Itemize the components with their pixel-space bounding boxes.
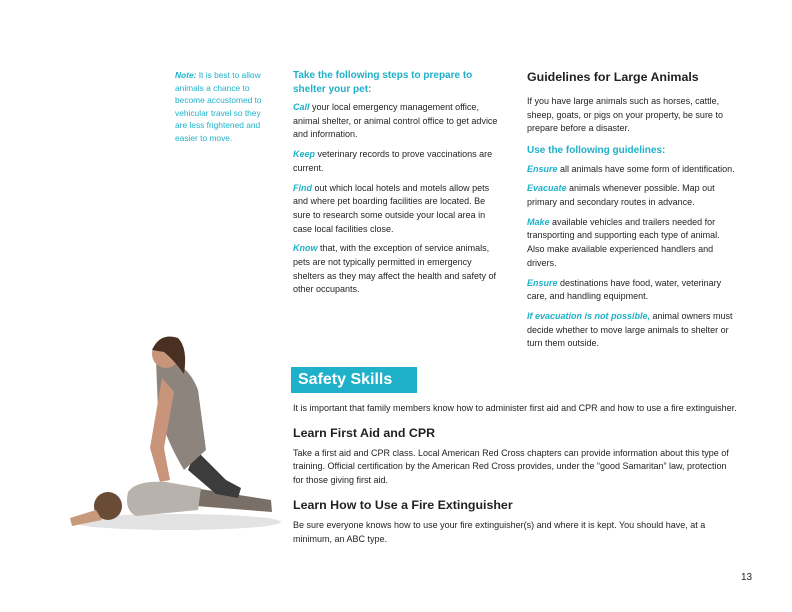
sidebar-note bbox=[175, 69, 270, 145]
safety-skills-banner: Safety Skills bbox=[291, 367, 417, 393]
guideline-keyword: Ensure bbox=[527, 277, 558, 288]
pets-step-text: veterinary records to prove vaccinations are current. bbox=[293, 149, 493, 173]
guideline-keyword: If evacuation is not possible, bbox=[527, 310, 651, 321]
pets-step-keyword: Call bbox=[293, 102, 310, 112]
guideline-item bbox=[527, 163, 739, 177]
first-aid-text: Take a first aid and CPR class. Local American Red Cross chapters can provide information about this type of training. Official certification by the American Red Cross provides, under the “good Samaritan” law, protection for those giving first aid. bbox=[293, 447, 729, 486]
guideline-text: animal owners must decide whether to move large animals to shelter or turn them outside. bbox=[527, 310, 733, 349]
pets-step bbox=[293, 182, 503, 237]
guidelines-subheading: Use the following guidelines: bbox=[527, 145, 666, 157]
pets-step-keyword: Find bbox=[293, 182, 312, 193]
guideline-keyword: Evacuate bbox=[527, 183, 567, 194]
pets-step bbox=[293, 148, 503, 175]
guideline-text: animals whenever possible. Map out primary and secondary routes in advance. bbox=[527, 183, 715, 208]
extinguisher-heading: Learn How to Use a Fire Extinguisher bbox=[293, 497, 513, 512]
large-animals-section bbox=[527, 69, 739, 357]
pets-step-text: that, with the exception of service animals, pets are not typically permitted in emergency shelters as they may affect the health and safety of other occupants. bbox=[293, 243, 496, 295]
guideline-item bbox=[527, 310, 739, 351]
pets-step-text: out which local hotels and motels allow pets and where pet boarding facilities are located. Be sure to research some outside your local area in case local facilities close. bbox=[293, 182, 490, 234]
guideline-text: available vehicles and trailers needed for transporting and supporting each type of animal. Also make available experienced handlers and drivers. bbox=[527, 216, 720, 268]
cpr-photo bbox=[66, 330, 281, 535]
guideline-item bbox=[527, 216, 739, 271]
pets-section bbox=[293, 69, 503, 303]
guideline-keyword: Ensure bbox=[527, 163, 558, 174]
guideline-keyword: Make bbox=[527, 216, 550, 227]
first-aid-heading: Learn First Aid and CPR bbox=[293, 425, 436, 440]
note-text: It is best to allow animals a chance to become accustomed to vehicular travel so they are less frightened and easier to move. bbox=[175, 70, 262, 143]
pets-step-keyword: Keep bbox=[293, 149, 316, 160]
lying-person-torso bbox=[127, 482, 201, 516]
pets-step bbox=[293, 101, 503, 142]
pets-heading: Take the following steps to prepare to shelter your pet: bbox=[293, 70, 473, 95]
extinguisher-text: Be sure everyone knows how to use your fire extinguisher(s) and where it is kept. You should have, at a minimum, an ABC type. bbox=[293, 519, 706, 544]
safety-section bbox=[293, 402, 738, 552]
pets-step bbox=[293, 242, 503, 297]
large-animals-intro: If you have large animals such as horses, cattle, sheep, goats, or pigs on your property, be sure to prepare before a disaster. bbox=[527, 96, 723, 134]
note-label: Note: bbox=[175, 70, 197, 80]
pets-step-keyword: Know bbox=[293, 243, 318, 254]
large-animals-heading: Guidelines for Large Animals bbox=[527, 70, 699, 84]
safety-intro: It is important that family members know how to administer first aid and CPR and how to use a fire extinguisher. bbox=[293, 403, 737, 413]
page-number: 13 bbox=[741, 572, 753, 583]
guideline-item bbox=[527, 182, 739, 209]
guideline-text: all animals have some form of identification. bbox=[557, 163, 735, 174]
guideline-text: destinations have food, water, veterinary care, and handling equipment. bbox=[527, 277, 722, 302]
pets-step-text: your local emergency management office, animal shelter, or animal control office to get advice and information. bbox=[293, 102, 498, 140]
guideline-item bbox=[527, 277, 739, 304]
